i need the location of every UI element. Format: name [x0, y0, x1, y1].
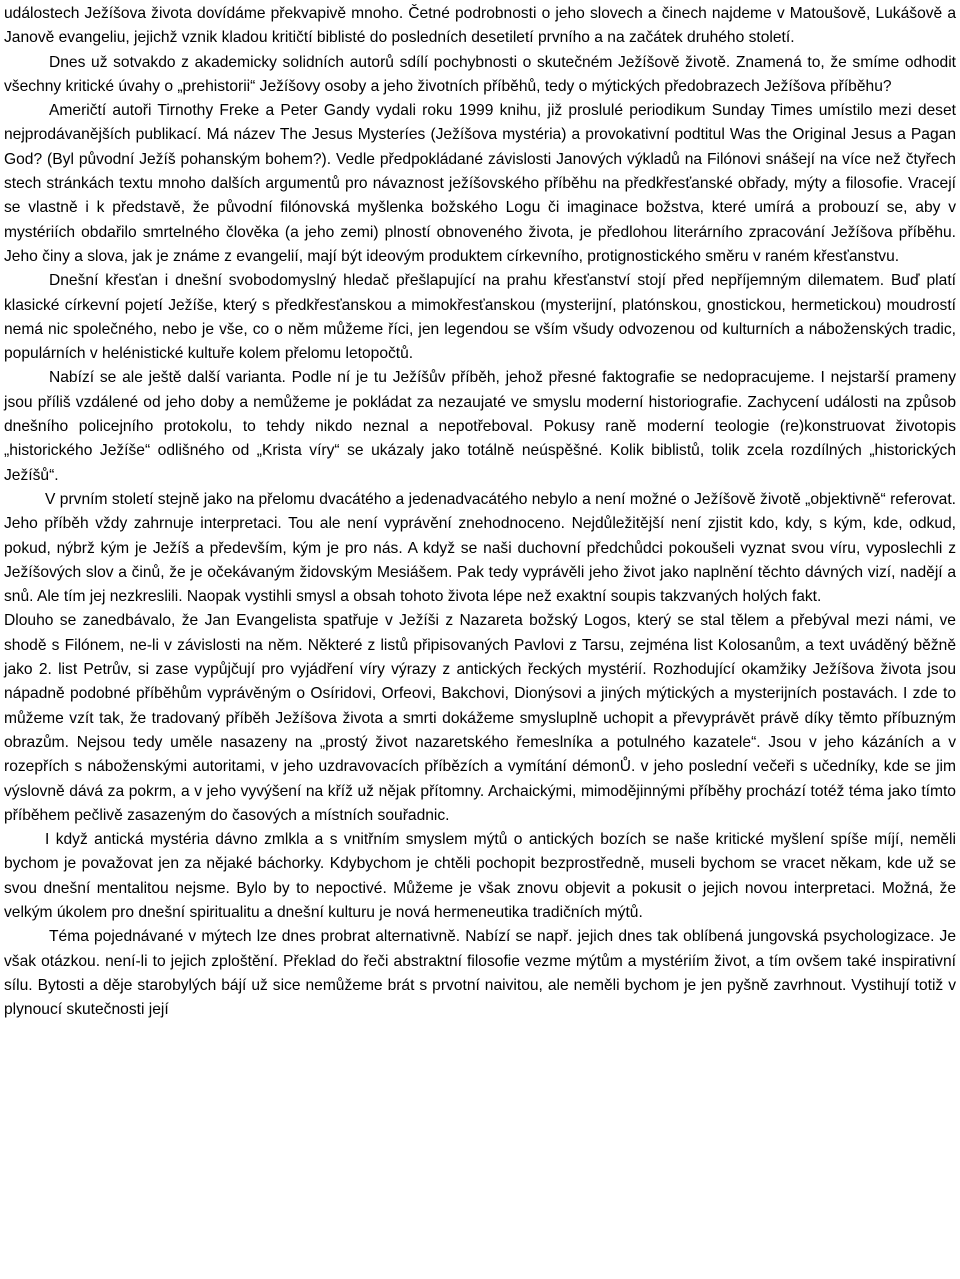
paragraph-8: I když antická mystéria dávno zmlkla a s vnitřním smyslem mýtů o antických bozích se naše kritické myšlení spíše míjí, neměli bychom je považovat jen za nějaké báchorky. Kdybychom je chtěli pochopit bezprostředně, museli bychom se vracet někam, kde už se svou dnešní mentalitou nejsme. Bylo by to nepoctivé. Můžeme je však znovu objevit a pokusit o jejich novou interpretaci. Možná, že velkým úkolem pro dnešní spiritualitu a dnešní kulturu je nová hermeneutika tradičních mýtů.	[4, 831, 956, 921]
paragraph-7: Dlouho se zanedbávalo, že Jan Evangelista spatřuje v Ježíši z Nazareta božský Logos, který se stal tělem a přebýval mezi námi, ve shodě s Filónem, ne-li v závislosti na něm. Některé z listů připisovaných Pavlovi z Tarsu, zejména list Kolosanům, a text uváděný běžně jako 2. list Petrův, si zase vypůjčují pro vyjádření víry výrazy z antických řeckých mystérií. Rozhodující okamžiky Ježíšova života jsou nápadně podobné příběhům vyprávěným o Osíridovi, Orfeovi, Bakchovi, Dionýsovi a jiných mýtických a mysterijních postavách. I zde to můžeme vzít tak, že tradovaný příběh Ježíšova života a smrti dokážeme smysluplně uchopit a převyprávět právě díky těmto příbuzným obrazům. Nejsou tedy uměle nasazeny na „prostý život nazaretského řemeslníka a potulného kazatele“. Jsou v jeho kázáních a v rozepřích s náboženskými autoritami, v jeho uzdravovacích příbězích a vymítání démonŮ. v jeho poslední večeři s učedníky, kde se jim výslovně dává za pokrm, a v jeho vyvýšení na kříž už nějak přítomny. Archaickými, mimodějinnými příběhy prochází totéž téma jako tímto příběhem pečlivě zasazeným do časových a místních souřadnic.	[4, 612, 956, 824]
paragraph-9: Téma pojednávané v mýtech lze dnes probrat alternativně. Nabízí se např. jejich dnes tak oblíbená jungovská psychologizace. Je však otázkou. není-li to jejich zploštění. Překlad do řeči abstraktní filosofie vezme mýtům a mystériím život, a tím ovšem také inspirativní sílu. Bytosti a děje starobylých bájí už sice nemůžeme brát s prvotní naivitou, ale neměli bychom je jen pyšně zavrhnout. Vystihují totiž v plynoucí skutečnosti její	[4, 928, 956, 1019]
paragraph-1: událostech Ježíšova života dovídáme překvapivě mnoho. Četné podrobnosti o jeho slovech a činech najdeme v Matoušově, Lukášově a Janově evangeliu, jejichž vznik kladou kritičtí biblisté do posledních desetiletí prvního a na začátek druhého století.	[4, 5, 956, 47]
paragraph-6: V prvním století stejně jako na přelomu dvacátého a jedenadvacátého nebylo a není možné o Ježíšově životě „objektivně“ referovat. Jeho příběh vždy zahrnuje interpretaci. Tou ale není vyprávění znehodnoceno. Nejdůležitější není zjistit kdo, kdy, s kým, kde, odkud, pokud, nýbrž kým je Ježíš a především, kým je pro nás. A když se naši duchovní předchůdci pokoušeli vyznat svou víru, vyposlechli z Ježíšových slov a činů, že je očekávaným židovským Mesiášem. Pak tedy vyprávěli jeho život jako naplnění těchto dávných vizí, nadějí a snů. Ale tím jej nezkreslili. Naopak vystihli smysl a obsah tohoto života lépe než exaktní soupis takzvaných holých fakt.	[4, 490, 956, 606]
paragraph-4: Dnešní křesťan i dnešní svobodomyslný hledač přešlapující na prahu křesťanství stojí před nepříjemným dilematem. Buď platí klasické církevní pojetí Ježíše, který s předkřesťanskou a mimokřesťanskou (mysterijní, platónskou, gnostickou, hermetickou) moudrostí nemá nic společného, nebo je vše, co o něm můžeme říci, jen legendou se vším všudy odvozenou od kulturních a náboženských tradic, populárních v helénistické kultuře kolem přelomu letopočtů.	[4, 272, 956, 363]
paragraph-3: Američtí autoři Tirnothy Freke a Peter Gandy vydali roku 1999 knihu, již proslulé periodikum Sunday Times umístilo mezi deset nejprodávanějších publikací. Má název The Jesus Mysteríes (Ježíšova mystéria) a provokativní podtitul Was the Original Jesus a Pagan God? (Byl původní Ježíš pohanským bohem?). Vedle předpokládané závislosti Janových výkladů na Filónovi snášejí na více než čtyřech stech stránkách textu mnoho dalších argumentů pro návaznost ježíšovského příběhu na předkřesťanské obřady, mýty a filosofie. Vracejí se vlastně i k představě, že původní filónovská myšlenka božského Logu či imaginace božstva, které umírá a probouzí se, aby v mystériích obdařilo smrtelného člověka (a jeho zemi) plností obnoveného života, je předlohou literárního zpracování Ježíšova příběhu. Jeho činy a slova, jak je známe z evangelií, mají být ideovým produktem církevního, protignostického směru v raném křesťanstvu.	[4, 102, 956, 265]
paragraph-2: Dnes už sotvakdo z akademicky solidních autorů sdílí pochybnosti o skutečném Ježíšově životě. Znamená to, že smíme odhodit všechny kritické úvahy o „prehistorii“ Ježíšovy osoby a jeho životních příběhů, tedy o mýtických předobrazech Ježíšova příběhu?	[4, 53, 956, 95]
paragraph-5: Nabízí se ale ještě další varianta. Podle ní je tu Ježíšův příběh, jehož přesné faktografie se nedopracujeme. I nejstarší prameny jsou příliš vzdálené od jeho doby a nemůžeme je pokládat za nezaujaté ve smyslu moderní historiografie. Zachycení události na způsob dnešního policejního protokolu, to tehdy nikdo neznal a nepotřeboval. Pokusy raně moderní teologie (re)konstruovat životopis „historického Ježíše“ odlišného od „Krista víry“ se ukázaly jako totálně neúspěšné. Kolik biblistů, tolik zcela rozdílných „historických Ježíšů“.	[4, 369, 956, 484]
